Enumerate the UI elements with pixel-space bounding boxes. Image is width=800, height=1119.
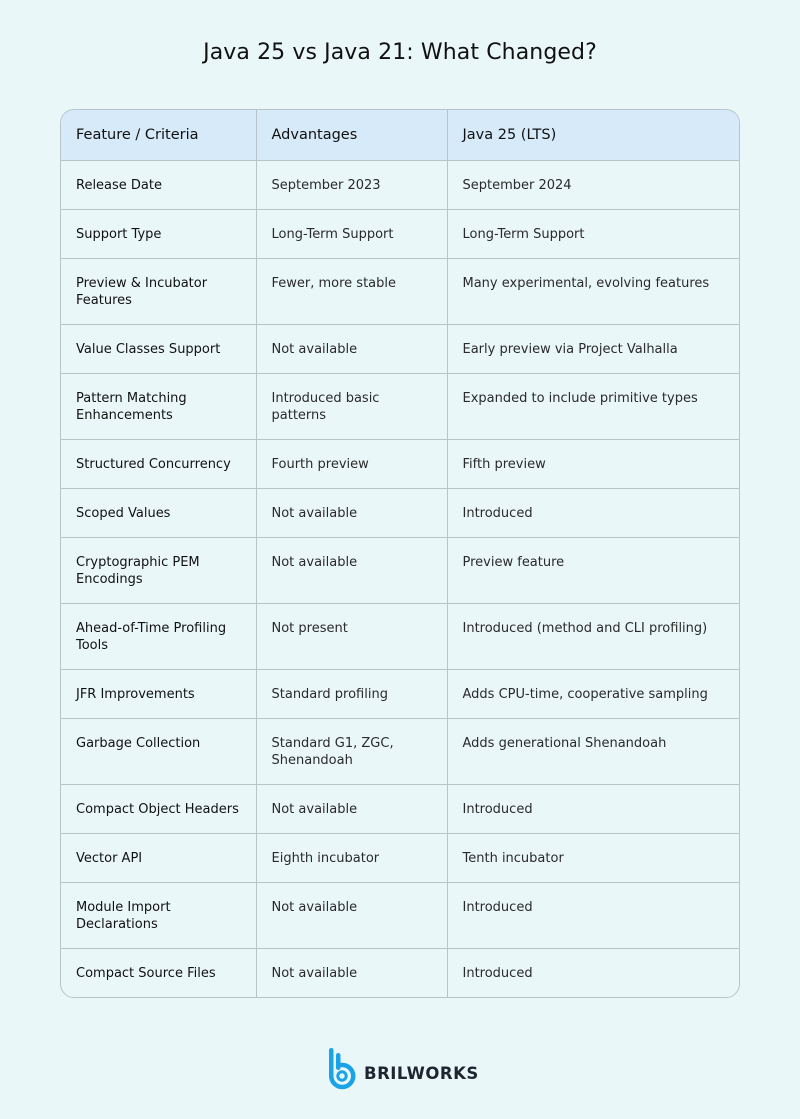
java25-cell: Introduced [462,965,533,981]
table-row [61,324,739,373]
brilworks-logo-icon [328,1046,356,1090]
java21-cell: Long-Term Support [256,209,447,258]
table-row [61,488,739,537]
feature-cell: Compact Source Files [61,948,256,997]
table-row [61,882,739,948]
java21-cell: Not available [256,324,447,373]
brand-name: BRILWORKS [364,1063,479,1083]
feature-cell: Support Type [61,209,256,258]
table-row [61,439,739,488]
java21-cell: Eighth incubator [256,833,447,882]
header-feature: Feature / Criteria [61,110,256,160]
java25-cell: Introduced [447,882,739,948]
feature-cell: Release Date [61,160,256,209]
java25-cell: Adds CPU-time, cooperative sampling [447,669,739,718]
table-row [61,537,739,603]
table-row [61,833,739,882]
table-row [61,718,739,784]
java25-cell: Many experimental, evolving features [447,258,739,324]
feature-cell: Pattern Matching Enhancements [61,373,256,439]
java25-cell: Fifth preview [447,439,739,488]
java21-cell: Not available [256,784,447,833]
brand-logo [328,1046,479,1090]
comparison-table [60,109,740,998]
feature-cell: Value Classes Support [61,324,256,373]
feature-cell: Compact Object Headers [61,784,256,833]
java21-cell: Not available [256,537,447,603]
java21-cell: Not available [256,948,447,997]
table-row [61,603,739,669]
table-header-row [61,110,739,160]
feature-cell: Ahead-of-Time Profiling Tools [61,603,256,669]
java25-cell: Introduced [447,488,739,537]
java25-cell: Adds generational Shenandoah [447,718,739,784]
feature-cell: Cryptographic PEM Encodings [61,537,256,603]
java21-cell: Fewer, more stable [256,258,447,324]
java25-cell: Introduced (method and CLI profiling) [447,603,739,669]
feature-cell: Preview & Incubator Features [61,258,256,324]
java25-cell: Introduced [447,784,739,833]
table-row [61,784,739,833]
java25-cell: Tenth incubator [447,833,739,882]
feature-cell: Structured Concurrency [61,439,256,488]
java21-cell: Standard profiling [256,669,447,718]
feature-cell: Garbage Collection [61,718,256,784]
java21-cell: Fourth preview [256,439,447,488]
table-row [61,373,739,439]
java25-cell: Expanded to include primitive types [447,373,739,439]
feature-cell: Module Import Declarations [61,882,256,948]
java21-cell: Not available [256,882,447,948]
java25-cell: Early preview via Project Valhalla [447,324,739,373]
java25-cell: Long-Term Support [447,209,739,258]
java21-cell: Introduced basic patterns [256,373,447,439]
page-title: Java 25 vs Java 21: What Changed? [203,40,597,65]
java21-cell: Standard G1, ZGC, Shenandoah [256,718,447,784]
table-row [61,669,739,718]
feature-cell: JFR Improvements [61,669,256,718]
header-java25: Java 25 (LTS) [447,110,739,160]
java21-cell: Not present [256,603,447,669]
header-java21: Advantages [256,110,447,160]
feature-cell: Scoped Values [61,488,256,537]
java25-cell: September 2024 [447,160,739,209]
table-row [61,209,739,258]
java21-cell: September 2023 [256,160,447,209]
table-row [61,160,739,209]
feature-cell: Vector API [61,833,256,882]
table-row [61,948,739,997]
java21-cell: Not available [256,488,447,537]
java25-cell: Preview feature [447,537,739,603]
table-row [61,258,739,324]
